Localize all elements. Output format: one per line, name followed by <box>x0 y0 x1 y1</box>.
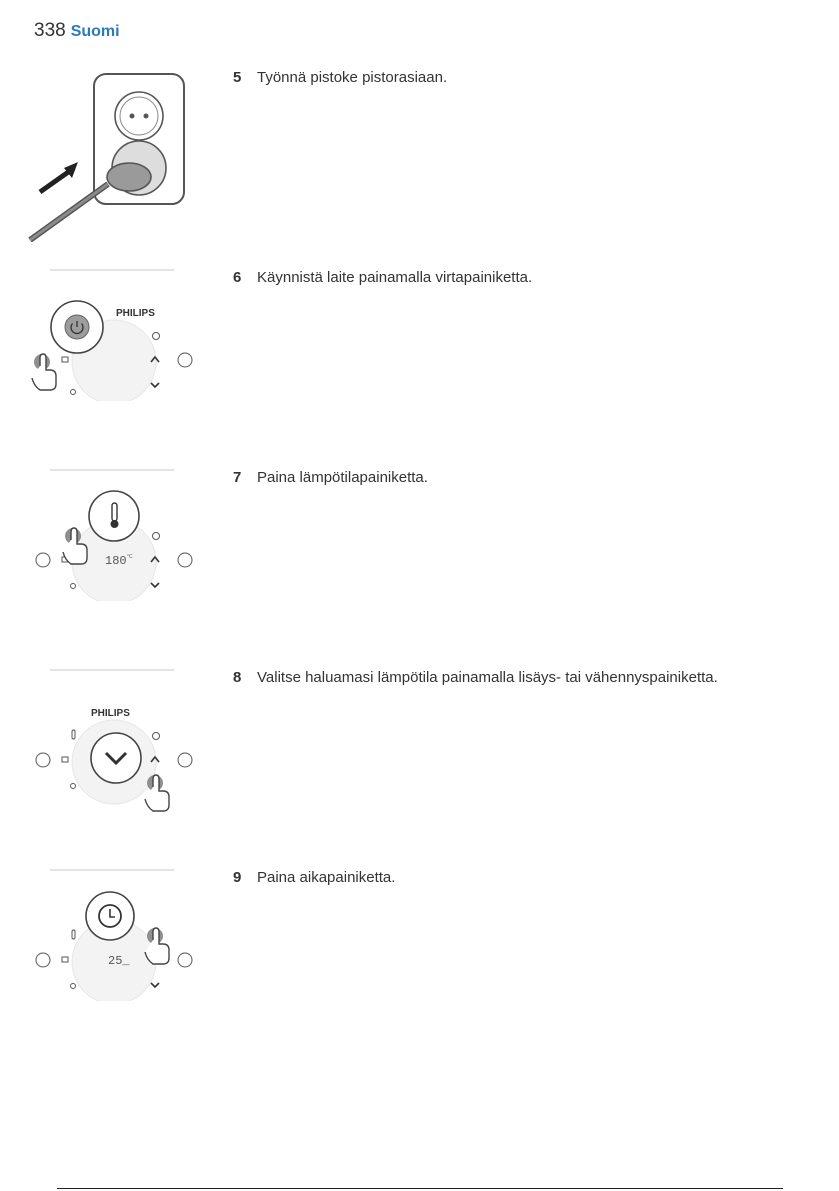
step-text: Käynnistä laite painamalla virtapainiketta. <box>257 269 533 286</box>
plug-socket-illustration <box>26 70 196 242</box>
control-panel-temperature-illustration <box>26 466 201 601</box>
language-label: Suomi <box>70 23 120 40</box>
temperature-display: 180 <box>105 554 127 568</box>
light-icon <box>71 784 76 789</box>
brand-logo: PHILIPS <box>91 708 130 719</box>
start-pause-icon <box>178 553 192 567</box>
step-7 <box>233 469 428 486</box>
step-number: 7 <box>233 469 242 486</box>
start-pause-icon <box>178 953 192 967</box>
step-number: 5 <box>233 69 242 86</box>
preset-icon <box>62 357 68 362</box>
time-display: 25_ <box>108 954 130 968</box>
preset-icon <box>62 957 68 962</box>
step-9 <box>233 869 395 886</box>
step-text: Paina aikapainiketta. <box>257 869 396 886</box>
step-text: Paina lämpötilapainiketta. <box>257 469 428 486</box>
control-panel-time-illustration <box>26 866 201 1001</box>
step-text: Työnnä pistoke pistorasiaan. <box>257 69 448 86</box>
timer-icon <box>153 333 160 340</box>
step-6 <box>233 269 532 286</box>
preset-icon <box>62 757 68 762</box>
power-icon <box>36 553 50 567</box>
page-number: 338 <box>34 20 66 41</box>
power-icon <box>36 953 50 967</box>
light-icon <box>71 584 76 589</box>
step-number: 9 <box>233 869 242 886</box>
step-text: Valitse haluamasi lämpötila painamalla lisäys- tai vähennyspainiketta. <box>257 669 718 686</box>
step-5 <box>233 69 447 86</box>
step-8 <box>233 669 718 686</box>
timer-icon <box>153 533 160 540</box>
page-header <box>34 20 120 42</box>
chevron-down-icon <box>151 383 159 387</box>
step-number: 6 <box>233 269 242 286</box>
brand-logo: PHILIPS <box>116 308 155 319</box>
chevron-down-icon <box>151 983 159 987</box>
temperature-unit: °C <box>127 554 133 560</box>
control-panel-power-illustration <box>26 266 201 401</box>
start-pause-icon <box>178 353 192 367</box>
light-icon <box>71 984 76 989</box>
light-icon <box>71 390 76 395</box>
start-pause-icon <box>178 753 192 767</box>
footer-rule <box>57 1188 783 1189</box>
thermometer-icon <box>72 730 75 739</box>
thermometer-icon <box>72 930 75 939</box>
chevron-down-icon <box>151 583 159 587</box>
control-panel-adjust-illustration <box>26 666 201 821</box>
step-number: 8 <box>233 669 242 686</box>
timer-icon <box>153 733 160 740</box>
power-icon <box>36 753 50 767</box>
